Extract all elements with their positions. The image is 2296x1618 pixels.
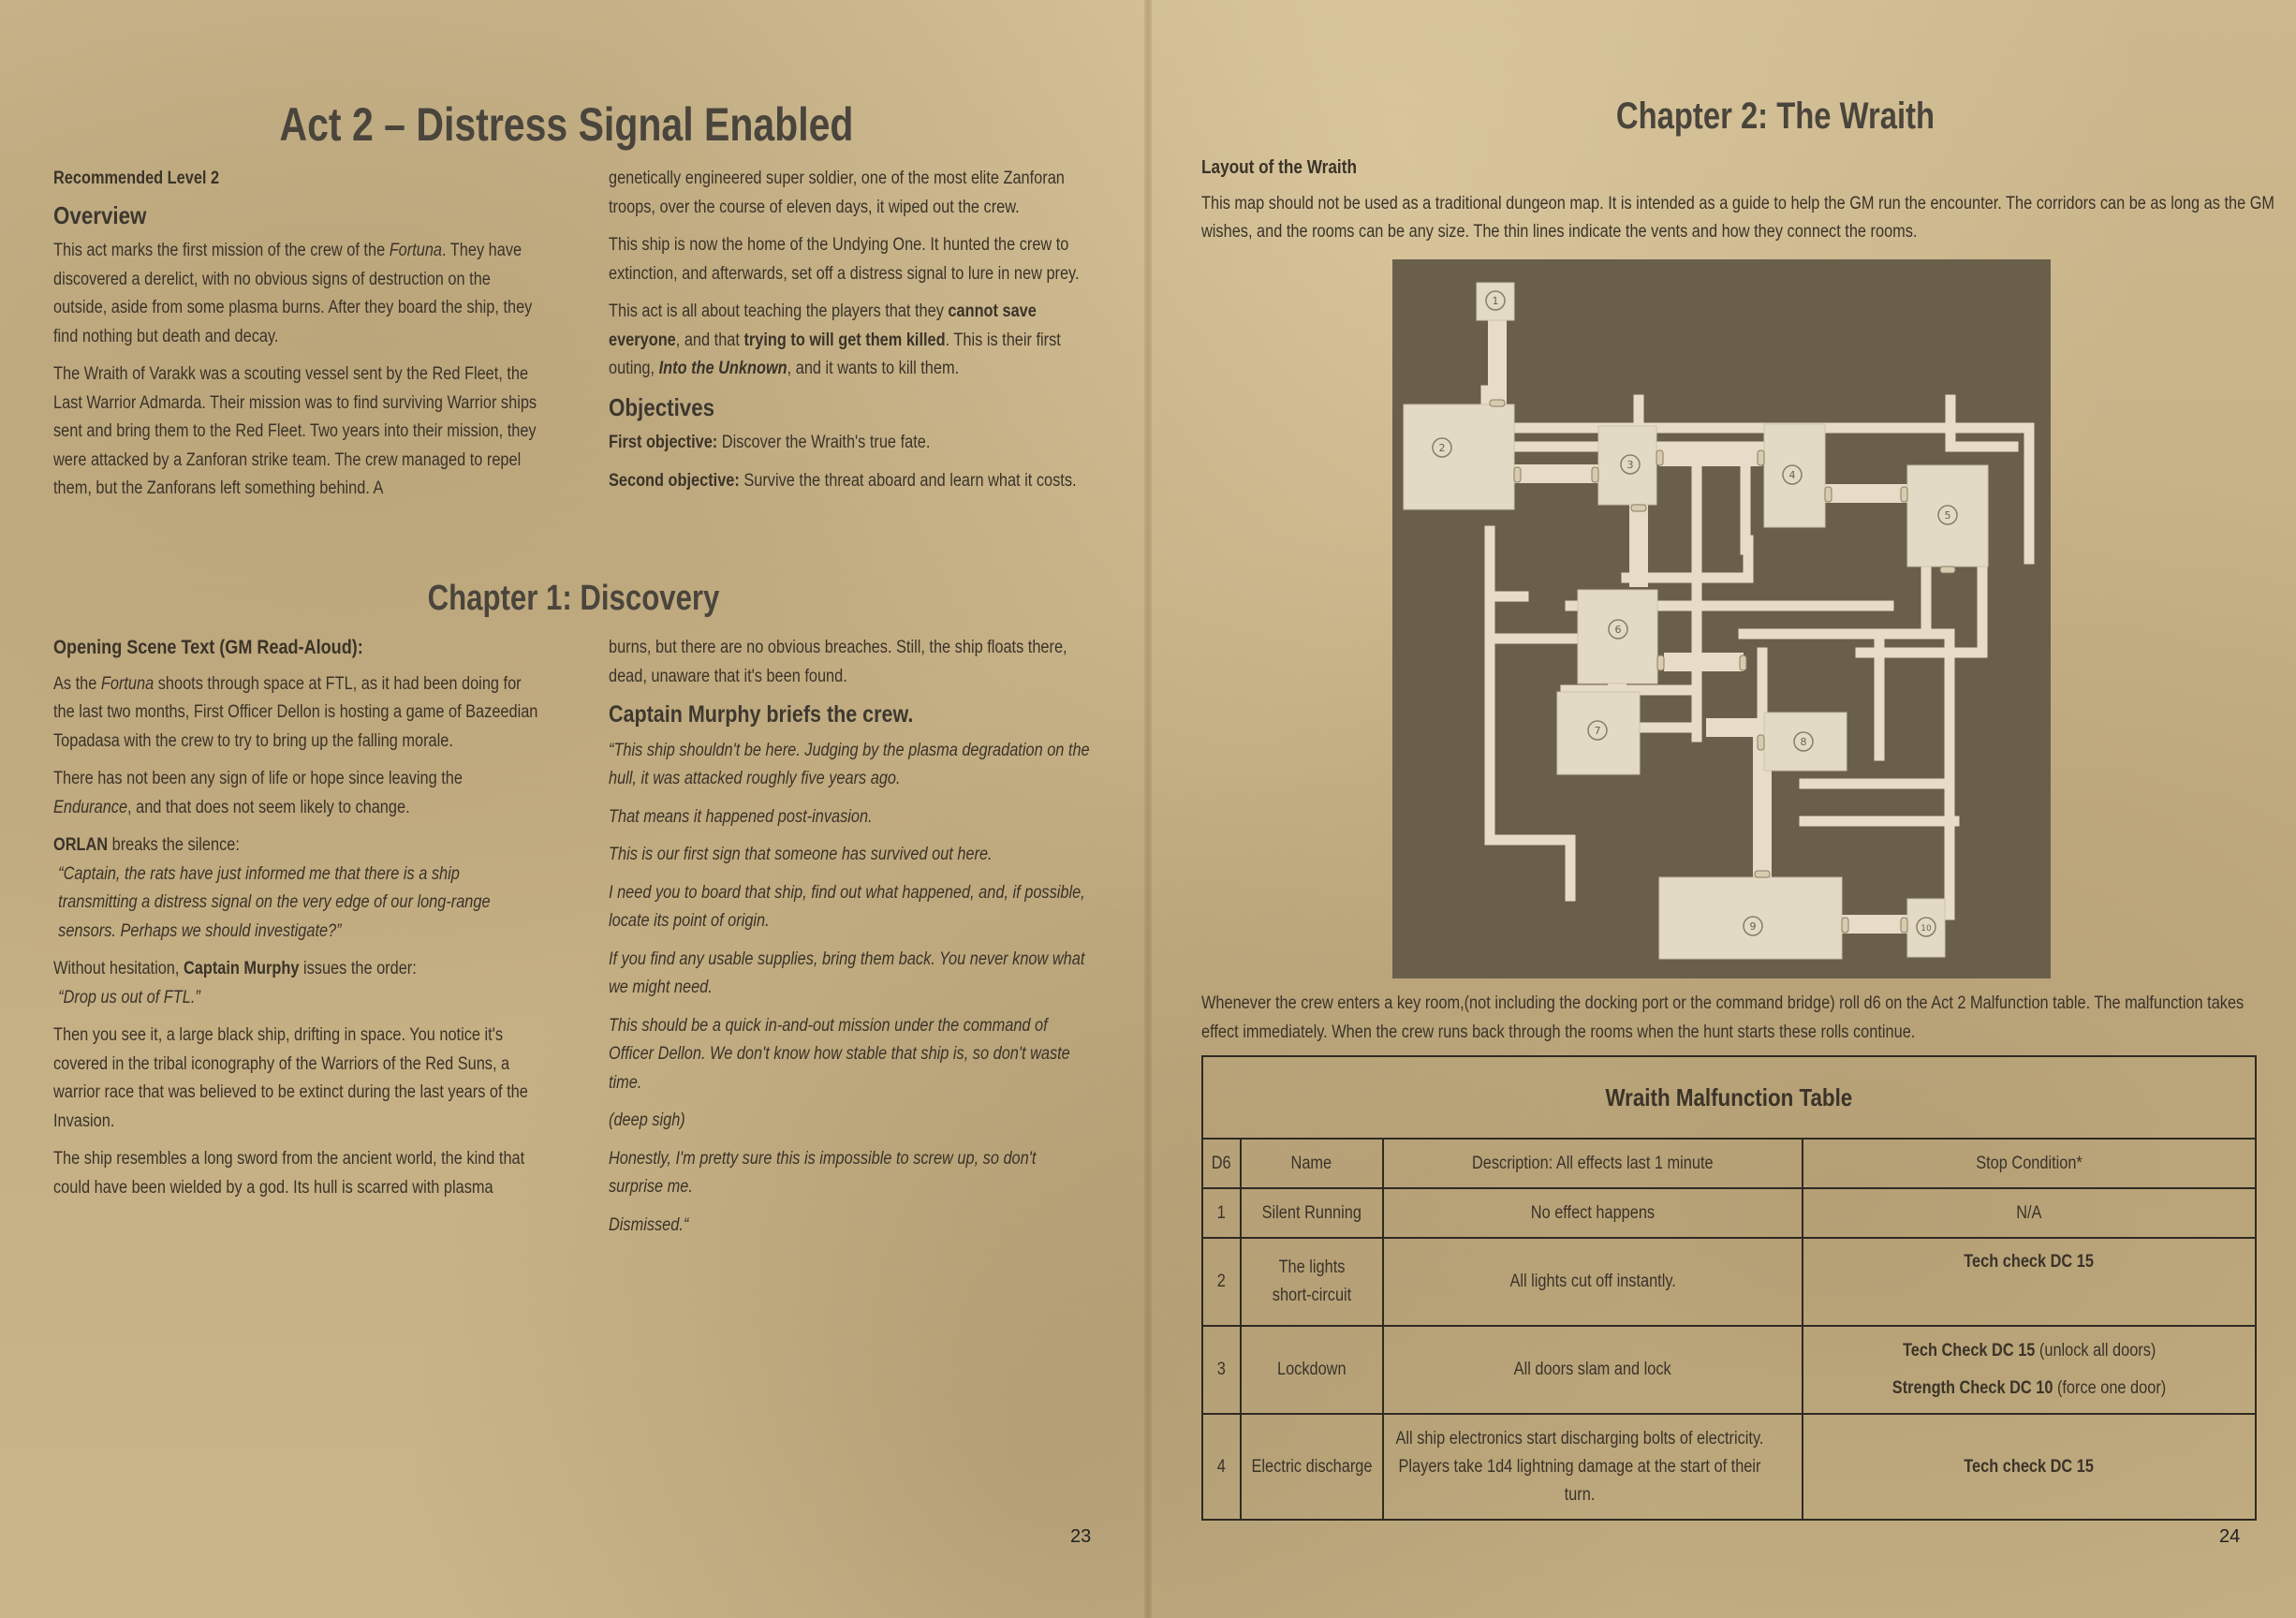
recommended-level: Recommended Level 2 <box>53 169 220 188</box>
page-number-left: 23 <box>1070 1526 1092 1547</box>
opening-scene-heading: Opening Scene Text (GM Read-Aloud): <box>53 637 363 658</box>
corridor <box>1706 728 1762 877</box>
door <box>1656 450 1663 465</box>
room-label-8: 8 <box>1800 736 1807 748</box>
door <box>1940 566 1955 573</box>
cell-name: Electric discharge <box>1241 1414 1383 1520</box>
cell-stop: Tech check DC 15 <box>1803 1414 2256 1520</box>
col2-paragraph-1: genetically engineered super soldier, one of the most elite Zanforan troops, over the course of eleven days, it wiped out the crew. <box>609 169 1065 217</box>
murphy-line: Without hesitation, Captain Murphy issues the order: <box>53 959 417 978</box>
door <box>1490 400 1505 406</box>
table-row <box>1202 1326 2256 1414</box>
malfunction-table <box>1201 1055 2257 1521</box>
cell-stop: Tech Check DC 15 (unlock all doors) Strength Check DC 10 (force one door) <box>1803 1326 2256 1414</box>
room-2 <box>1404 404 1514 509</box>
act-title: Act 2 – Distress Signal Enabled <box>279 98 854 151</box>
cell-name: The lights short-circuit <box>1241 1238 1383 1326</box>
map-svg <box>1392 259 2051 978</box>
room-label-9: 9 <box>1749 920 1757 933</box>
header-d6: D6 <box>1202 1139 1241 1188</box>
table-header-row <box>1202 1139 2256 1188</box>
cell-d6: 2 <box>1202 1238 1241 1326</box>
after-map-section <box>1201 990 2278 1056</box>
scene-paragraph-1: As the Fortuna shoots through space at FTL, as it had been doing for the last two months, First Officer Dellon is hosting a game of Bazeedian Topadasa with the crew to try to bring up the falling morale. <box>53 673 538 751</box>
table-row <box>1202 1238 2256 1326</box>
col2-paragraph-3: This act is all about teaching the players that they cannot save everyone, and that trying to will get them killed. This is their first outing, Into the Unknown, and it wants to kill them. <box>609 302 1061 378</box>
objective-2: Second objective: Survive the threat aboard and learn what it costs. <box>609 470 1077 491</box>
cell-d6: 4 <box>1202 1414 1241 1520</box>
room-label-1: 1 <box>1492 295 1499 307</box>
door <box>1740 655 1746 670</box>
cell-d6: 3 <box>1202 1326 1241 1414</box>
overview-paragraph-2: The Wraith of Varakk was a scouting vessel sent by the Red Fleet, the Last Warrior Admarda. Their mission was to find surviving Warrior ships sent and bring them to the Red Fleet. Two years into their mission, they were attacked by a Zanforan strike team. The crew managed to repel them, but the Zanforans left something behind. A <box>53 364 537 498</box>
door <box>1631 505 1646 511</box>
left-column-2 <box>609 165 1096 505</box>
cell-d6: 1 <box>1202 1188 1241 1238</box>
cell-description: All ship electronics start discharging bolts of electricity. Players take 1d4 lightning damage at the start of their turn. <box>1383 1414 1803 1520</box>
col2-paragraph-2: This ship is now the home of the Undying One. It hunted the crew to extinction, and afterwards, set off a distress signal to lure in new prey. <box>609 235 1080 284</box>
header-name: Name <box>1241 1139 1383 1188</box>
scene-paragraph-6: The ship resembles a long sword from the ancient world, the kind that could have been wielded by a god. Its hull is scarred with plasma <box>53 1149 525 1198</box>
orlan-quote: “Captain, the rats have just informed me that there is a ship transmitting a distress signal on the very edge of our long-range sensors. Perhaps we should investigate?” <box>58 863 491 941</box>
door <box>1755 871 1770 877</box>
cell-description: All lights cut off instantly. <box>1383 1238 1803 1326</box>
layout-section <box>1201 154 2278 257</box>
room-label-3: 3 <box>1626 459 1634 471</box>
chapter-1-title: Chapter 1: Discovery <box>427 579 720 618</box>
overview-heading: Overview <box>53 200 147 229</box>
table-row <box>1202 1414 2256 1520</box>
left-column-1 <box>53 165 540 513</box>
brief-line-6: This should be a quick in-and-out mission under the command of Officer Dellon. We don't know how stable that ship is, so don't waste time. <box>609 1015 1070 1093</box>
orlan-line: ORLAN breaks the silence: <box>53 835 240 855</box>
briefs-heading: Captain Murphy briefs the crew. <box>609 701 914 728</box>
cell-name: Silent Running <box>1241 1188 1383 1238</box>
room-label-6: 6 <box>1614 624 1622 636</box>
brief-line-3: This is our first sign that someone has survived out here. <box>609 845 993 864</box>
room-label-2: 2 <box>1438 442 1446 454</box>
table-row <box>1202 1188 2256 1238</box>
door <box>1592 467 1598 482</box>
brief-line-8: Honestly, I'm pretty sure this is impossible to screw up, so don't surprise me. <box>609 1148 1037 1197</box>
room-label-7: 7 <box>1594 725 1601 737</box>
chapter-2-title: Chapter 2: The Wraith <box>1615 96 1935 137</box>
cell-stop: N/A <box>1803 1188 2256 1238</box>
brief-line-1: “This ship shouldn't be here. Judging by the plasma degradation on the hull, it was attacked roughly five years ago. <box>609 740 1090 788</box>
col2-bottom-paragraph: burns, but there are no obvious breaches. Still, the ship floats there, dead, unaware that it's been found. <box>609 638 1067 686</box>
brief-line-5: If you find any usable supplies, bring them back. You never know what we might need. <box>609 949 1085 997</box>
cell-description: No effect happens <box>1383 1188 1803 1238</box>
header-stop-condition: Stop Condition* <box>1803 1139 2256 1188</box>
objectives-heading: Objectives <box>609 392 715 421</box>
brief-line-2: That means it happened post-invasion. <box>609 806 873 827</box>
left-column-1-bottom <box>53 634 540 1212</box>
door <box>1901 918 1907 933</box>
left-column-2-bottom <box>609 634 1096 1249</box>
door <box>1758 735 1764 750</box>
table-title: Wraith Malfunction Table <box>1202 1056 2256 1139</box>
layout-text: This map should not be used as a traditional dungeon map. It is intended as a guide to help the GM run the encounter. The corridors can be as long as the GM wishes, and the rooms can be any size. The thin lines indicate the vents and how they connect the rooms. <box>1201 193 2275 242</box>
room-label-4: 4 <box>1788 469 1796 481</box>
wraith-ship-map <box>1392 259 2051 978</box>
door <box>1901 487 1907 502</box>
room-9 <box>1659 877 1842 959</box>
overview-paragraph-1: This act marks the first mission of the crew of the Fortuna. They have discovered a derelict, with no obvious signs of destruction on the outside, aside from some plasma burns. After they board the ship, they find nothing but death and decay. <box>53 241 533 346</box>
brief-line-7: (deep sigh) <box>609 1111 685 1130</box>
door <box>1758 450 1764 465</box>
layout-heading: Layout of the Wraith <box>1201 157 1357 178</box>
after-map-text: Whenever the crew enters a key room,(not including the docking port or the command bridge) roll d6 on the Act 2 Malfunction table. The malfunction takes effect immediately. When the crew runs back through the rooms when the hunt starts these rolls continue. <box>1201 993 2244 1042</box>
door <box>1514 467 1521 482</box>
room-label-5: 5 <box>1944 509 1951 522</box>
brief-line-9: Dismissed.“ <box>609 1214 689 1235</box>
page-number-right: 24 <box>2219 1526 2241 1547</box>
room-6 <box>1578 590 1657 684</box>
cell-stop: Tech check DC 15 <box>1803 1238 2256 1326</box>
room-label-10: 10 <box>1921 924 1932 934</box>
cell-description: All doors slam and lock <box>1383 1326 1803 1414</box>
scene-paragraph-5: Then you see it, a large black ship, drifting in space. You notice it's covered in the tribal iconography of the Warriors of the Red Suns, a warrior race that was believed to be extinct during the last years of the Invasion. <box>53 1025 528 1131</box>
header-description: Description: All effects last 1 minute <box>1383 1139 1803 1188</box>
brief-line-4: I need you to board that ship, find out what happened, and, if possible, locate its point of origin. <box>609 882 1085 931</box>
scene-paragraph-2: There has not been any sign of life or hope since leaving the Endurance, and that does not seem likely to change. <box>53 769 463 817</box>
door <box>1842 918 1848 933</box>
objective-1: First objective: Discover the Wraith's true fate. <box>609 433 931 452</box>
murphy-quote: “Drop us out of FTL.” <box>58 987 200 1008</box>
cell-name: Lockdown <box>1241 1326 1383 1414</box>
door <box>1657 655 1664 670</box>
door <box>1825 487 1832 502</box>
